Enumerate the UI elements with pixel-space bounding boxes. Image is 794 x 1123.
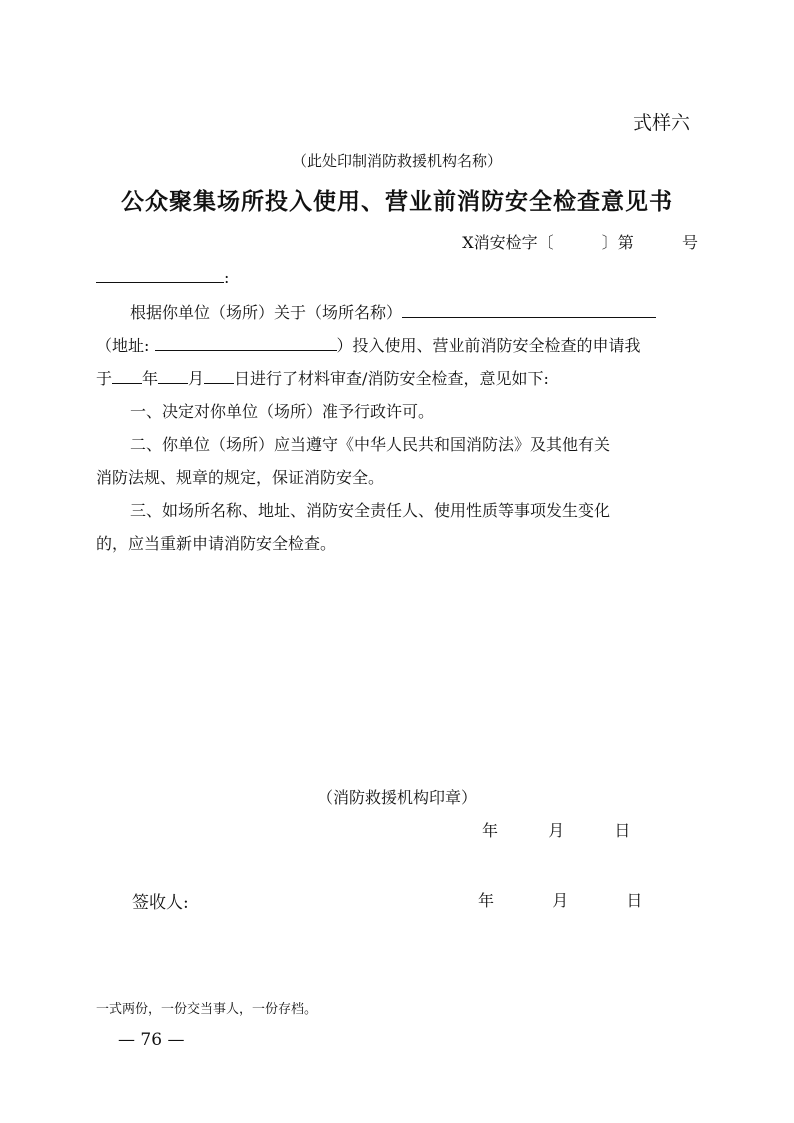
item-2-line-1: 二、你单位（场所）应当遵守《中华人民共和国消防法》及其他有关	[130, 435, 611, 454]
paragraph-1-continuation: ）投入使用、营业前消防安全检查的申请我	[336, 336, 641, 355]
issue-month-label: 月	[548, 821, 565, 840]
paragraph-1-ending: 日进行了材料审查/消防安全检查，意见如下:	[234, 369, 549, 388]
signature-date	[478, 888, 642, 911]
year-blank	[112, 367, 142, 384]
month-label: 月	[188, 369, 205, 388]
doc-number-suffix: 号	[681, 233, 698, 252]
copies-note: 一式两份，一份交当事人，一份存档。	[96, 1002, 318, 1017]
sign-month-label: 月	[552, 891, 569, 910]
paragraph-1-line-3	[96, 362, 698, 395]
doc-number-prefix: X消安检字〔	[462, 233, 554, 252]
paragraph-1-text: 根据你单位（场所）关于（场所名称）	[130, 303, 403, 322]
item-3-line-2: 的，应当重新申请消防安全检查。	[96, 534, 337, 553]
address-blank	[155, 334, 337, 351]
date-prefix: 于	[96, 369, 113, 388]
issue-day-label: 日	[614, 821, 631, 840]
issue-date	[482, 818, 630, 841]
org-name-placeholder: （此处印制消防救援机构名称）	[291, 152, 502, 170]
recipient-blank	[96, 266, 224, 283]
paragraph-1-line-2	[96, 329, 698, 362]
day-blank	[204, 367, 234, 384]
year-label: 年	[142, 369, 159, 388]
recipient-signature-label: 签收人:	[132, 893, 189, 913]
month-blank	[158, 367, 188, 384]
address-label: （地址:	[96, 336, 150, 355]
issue-year-label: 年	[482, 821, 499, 840]
body-text	[96, 296, 698, 560]
recipient-line	[96, 266, 229, 287]
paragraph-1-line-1	[96, 296, 698, 329]
item-2-line-2: 消防法规、规章的规定，保证消防安全。	[96, 468, 385, 487]
venue-name-blank	[402, 301, 656, 318]
sample-label: 式样六	[632, 112, 690, 134]
seal-label: （消防救援机构印章）	[316, 788, 477, 807]
recipient-colon: :	[224, 268, 230, 287]
doc-number-bracket-close: 〕第	[601, 233, 634, 252]
sign-year-label: 年	[478, 891, 495, 910]
sign-day-label: 日	[626, 891, 643, 910]
item-1: 一、决定对你单位（场所）准予行政许可。	[130, 402, 435, 421]
document-title: 公众聚集场所投入使用、营业前消防安全检查意见书	[121, 189, 673, 215]
document-number	[462, 230, 698, 253]
item-3-line-1: 三、如场所名称、地址、消防安全责任人、使用性质等事项发生变化	[130, 501, 611, 520]
page-number: — 76 —	[118, 1030, 185, 1050]
